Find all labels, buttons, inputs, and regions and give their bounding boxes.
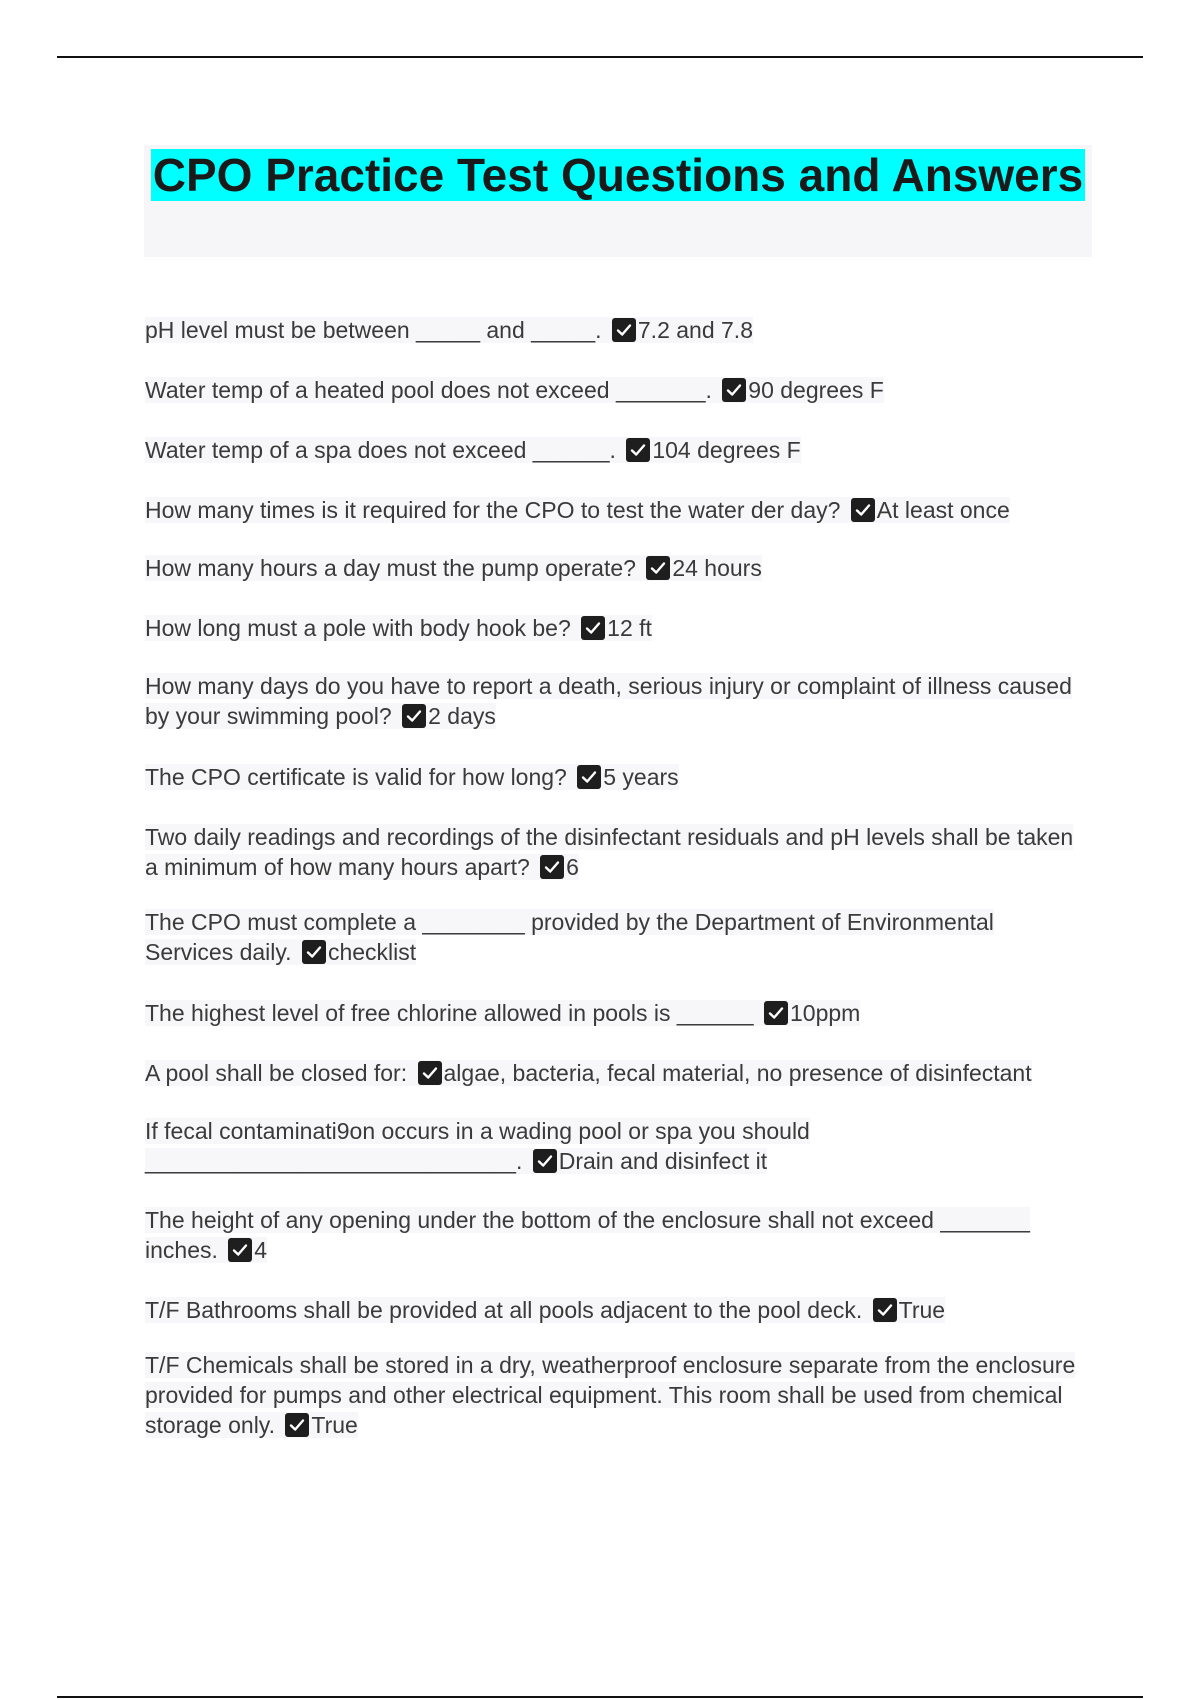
answer-text: Drain and disinfect it [558,1148,768,1174]
qa-text [145,377,884,403]
qa-text [145,1207,1030,1263]
question-text: T/F Bathrooms shall be provided at all pools adjacent to the pool deck. [145,1297,863,1323]
qa-item [145,1205,1080,1265]
qa-text [145,555,762,581]
qa-item [145,907,1080,967]
question-text: Water temp of a spa does not exceed ______. [145,437,616,463]
question-text: If fecal contaminati9on occurs in a wading pool or spa you should _____________________________. [145,1118,810,1174]
qa-item [145,1116,1080,1176]
answer-text: 5 years [603,764,679,790]
qa-text [145,437,801,463]
qa-text [145,1352,1075,1438]
footer-rule [57,1696,1143,1698]
checkmark-icon [418,1061,442,1085]
question-text: How many hours a day must the pump operate? [145,555,636,581]
answer-text: 6 [566,854,579,880]
checkmark-icon [285,1413,309,1437]
qa-text [145,764,679,790]
qa-text [145,615,652,641]
answer-text: 7.2 and 7.8 [637,317,753,343]
checkmark-icon [626,438,650,462]
answer-text: algae, bacteria, fecal material, no presence of disinfectant [443,1060,1032,1086]
question-text: The highest level of free chlorine allowed in pools is ______ [145,1000,754,1026]
qa-text [145,1118,810,1174]
qa-text [145,673,1072,729]
answer-text: 24 hours [672,555,762,581]
answer-text: 104 degrees F [652,437,801,463]
checkmark-icon [228,1238,252,1262]
qa-item [145,998,1080,1028]
question-text: The height of any opening under the bottom of the enclosure shall not exceed _______ inches. [145,1207,1030,1263]
answer-text: 10ppm [790,1000,861,1026]
checkmark-icon [540,855,564,879]
qa-item [145,613,1080,643]
checkmark-icon [533,1149,557,1173]
answer-text: At least once [876,497,1010,523]
question-text: A pool shall be closed for: [145,1060,408,1086]
qa-item [145,495,1080,525]
checkmark-icon [302,940,326,964]
question-text: How many days do you have to report a death, serious injury or complaint of illness caused by your swimming pool? [145,673,1072,729]
document-title [144,145,1092,204]
qa-item [145,315,1080,345]
checkmark-icon [581,616,605,640]
checkmark-icon [646,556,670,580]
qa-text [145,1000,860,1026]
answer-text: 12 ft [607,615,652,641]
answer-text: 2 days [428,703,496,729]
checkmark-icon [402,704,426,728]
qa-text [145,497,1010,523]
checkmark-icon [612,318,636,342]
qa-item [145,553,1080,583]
qa-text [145,1297,945,1323]
title-block [144,145,1092,257]
checkmark-icon [722,378,746,402]
answer-text: True [898,1297,946,1323]
checkmark-icon [851,498,875,522]
qa-item [145,671,1080,731]
question-text: The CPO certificate is valid for how long? [145,764,567,790]
qa-item [145,1295,1080,1325]
qa-text [145,1060,1032,1086]
qa-text [145,317,753,343]
answer-text: True [311,1412,358,1438]
checkmark-icon [577,765,601,789]
header-rule [57,56,1143,58]
answer-text: 90 degrees F [748,377,884,403]
question-text: Water temp of a heated pool does not exceed _______. [145,377,712,403]
question-text: How many times is it required for the CPO to test the water der day? [145,497,841,523]
question-text: Two daily readings and recordings of the disinfectant residuals and pH levels shall be taken a minimum of how many hours apart? [145,824,1074,880]
qa-text [145,909,994,965]
qa-item [145,1350,1080,1440]
checkmark-icon [764,1001,788,1025]
qa-item [145,1058,1080,1088]
qa-item [145,435,1080,465]
title-highlight: CPO Practice Test Questions and Answers [152,149,1084,201]
question-text: The CPO must complete a ________ provided by the Department of Environmental Services daily. [145,909,994,965]
qa-text [145,824,1073,880]
qa-item [145,762,1080,792]
question-text: How long must a pole with body hook be? [145,615,571,641]
checkmark-icon [873,1298,897,1322]
qa-item [145,822,1080,882]
answer-text: 4 [254,1237,268,1263]
answer-text: checklist [327,939,417,965]
qa-item [145,375,1080,405]
question-text: pH level must be between _____ and _____. [145,317,602,343]
question-text: T/F Chemicals shall be stored in a dry, weatherproof enclosure separate from the enclosure provided for pumps and other electrical equipment. This room shall be used from chemical storage only. [145,1352,1076,1438]
